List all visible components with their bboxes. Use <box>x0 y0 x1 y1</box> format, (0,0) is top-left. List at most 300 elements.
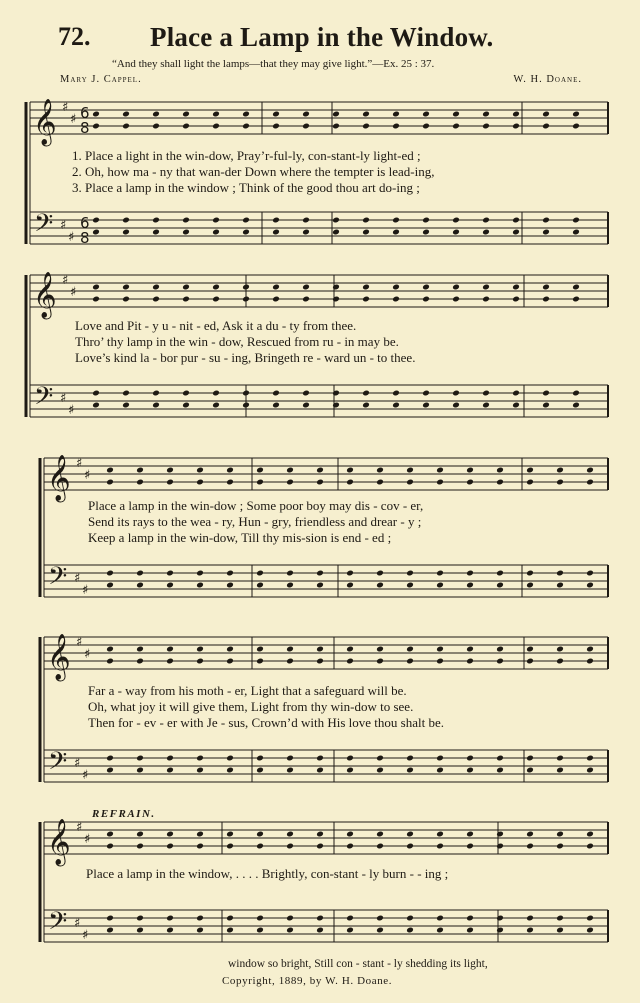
notehead <box>452 284 460 291</box>
notehead <box>436 646 444 653</box>
notehead <box>392 390 400 397</box>
notehead <box>182 402 190 409</box>
notehead <box>556 767 564 774</box>
notehead <box>272 390 280 397</box>
sharp-sign: ♯ <box>84 832 91 847</box>
notehead <box>166 767 174 774</box>
notehead <box>406 843 414 850</box>
notehead <box>182 284 190 291</box>
sharp-sign: ♯ <box>70 285 77 300</box>
notehead <box>466 767 474 774</box>
notehead <box>572 402 580 409</box>
notehead <box>122 390 130 397</box>
notehead <box>212 296 220 303</box>
notehead <box>272 123 280 130</box>
notehead <box>182 111 190 118</box>
notehead <box>302 284 310 291</box>
notehead <box>452 390 460 397</box>
lyric-line: Love and Pit - y u - nit - ed, Ask it a du - ty from thee. <box>75 318 357 333</box>
notehead <box>182 390 190 397</box>
notehead <box>256 479 264 486</box>
notehead <box>166 843 174 850</box>
treble-clef: 𝄞 <box>33 99 57 145</box>
notehead <box>466 831 474 838</box>
notehead <box>406 570 414 577</box>
notehead <box>226 582 234 589</box>
notehead <box>512 217 520 224</box>
notehead <box>526 467 534 474</box>
notehead <box>346 582 354 589</box>
notehead <box>586 570 594 577</box>
notehead <box>122 123 130 130</box>
notehead <box>106 658 114 665</box>
notehead <box>436 767 444 774</box>
notehead <box>542 390 550 397</box>
notehead <box>106 479 114 486</box>
notehead <box>362 390 370 397</box>
notehead <box>586 915 594 922</box>
notehead <box>106 927 114 934</box>
time-signature: 6 <box>80 104 90 122</box>
notehead <box>496 915 504 922</box>
notehead <box>542 284 550 291</box>
notehead <box>196 767 204 774</box>
notehead <box>436 843 444 850</box>
lyricist-credit: Mary J. Cappel. <box>60 74 142 85</box>
treble-clef: 𝄞 <box>33 272 57 318</box>
notehead <box>346 755 354 762</box>
notehead <box>286 646 294 653</box>
sharp-sign: ♯ <box>76 820 83 835</box>
notehead <box>526 915 534 922</box>
notehead <box>422 402 430 409</box>
notehead <box>226 755 234 762</box>
bass-clef: 𝄢 <box>48 747 68 782</box>
notehead <box>122 296 130 303</box>
notehead <box>482 402 490 409</box>
notehead <box>182 123 190 130</box>
notehead <box>482 123 490 130</box>
notehead <box>332 284 340 291</box>
notehead <box>436 479 444 486</box>
notehead <box>302 296 310 303</box>
notehead <box>482 217 490 224</box>
notehead <box>362 296 370 303</box>
notehead <box>166 658 174 665</box>
notehead <box>332 123 340 130</box>
sharp-sign: ♯ <box>76 635 83 650</box>
notehead <box>182 229 190 236</box>
notehead <box>256 843 264 850</box>
notehead <box>92 229 100 236</box>
notehead <box>316 658 324 665</box>
bass-lyric-line: window so bright, Still con - stant - ly shedding its light, <box>228 958 488 970</box>
notehead <box>376 646 384 653</box>
notehead <box>376 915 384 922</box>
notehead <box>242 217 250 224</box>
notehead <box>136 831 144 838</box>
notehead <box>166 582 174 589</box>
notehead <box>482 296 490 303</box>
notehead <box>286 755 294 762</box>
lyric-line: Send its rays to the wea - ry, Hun - gry, friendless and drear - y ; <box>88 514 422 529</box>
notehead <box>166 915 174 922</box>
notehead <box>542 217 550 224</box>
notehead <box>92 402 100 409</box>
notehead <box>182 296 190 303</box>
notehead <box>512 390 520 397</box>
notehead <box>196 479 204 486</box>
notehead <box>572 390 580 397</box>
notehead <box>256 658 264 665</box>
notehead <box>302 111 310 118</box>
notehead <box>436 915 444 922</box>
notehead <box>92 296 100 303</box>
notehead <box>106 843 114 850</box>
notehead <box>526 658 534 665</box>
notehead <box>196 646 204 653</box>
notehead <box>106 831 114 838</box>
notehead <box>226 570 234 577</box>
notehead <box>556 843 564 850</box>
notehead <box>302 229 310 236</box>
notehead <box>392 402 400 409</box>
notehead <box>196 927 204 934</box>
lyric-line: Then for - ev - er with Je - sus, Crown’d with His love thou shalt be. <box>88 715 444 730</box>
notehead <box>272 296 280 303</box>
notehead <box>422 123 430 130</box>
notehead <box>316 831 324 838</box>
notehead <box>496 467 504 474</box>
notehead <box>346 831 354 838</box>
notehead <box>466 646 474 653</box>
notehead <box>466 755 474 762</box>
notehead <box>362 284 370 291</box>
notehead <box>466 658 474 665</box>
notehead <box>286 479 294 486</box>
notehead <box>346 915 354 922</box>
notehead <box>466 915 474 922</box>
notehead <box>376 658 384 665</box>
notehead <box>226 843 234 850</box>
time-signature: 8 <box>80 229 90 247</box>
notehead <box>122 229 130 236</box>
notehead <box>226 467 234 474</box>
notehead <box>482 111 490 118</box>
notehead <box>316 927 324 934</box>
lyric-line: Keep a lamp in the win-dow, Till thy mis-sion is end - ed ; <box>88 530 392 545</box>
notehead <box>286 915 294 922</box>
notehead <box>106 570 114 577</box>
notehead <box>496 582 504 589</box>
notehead <box>512 229 520 236</box>
notehead <box>362 217 370 224</box>
notehead <box>136 570 144 577</box>
notehead <box>272 402 280 409</box>
notehead <box>572 284 580 291</box>
sharp-sign: ♯ <box>74 756 81 771</box>
notehead <box>376 582 384 589</box>
notehead <box>392 111 400 118</box>
notehead <box>316 570 324 577</box>
notehead <box>436 570 444 577</box>
notehead <box>376 927 384 934</box>
notehead <box>436 927 444 934</box>
notehead <box>422 390 430 397</box>
notehead <box>212 284 220 291</box>
notehead <box>466 479 474 486</box>
notehead <box>392 229 400 236</box>
notehead <box>392 123 400 130</box>
notehead <box>242 284 250 291</box>
notehead <box>212 111 220 118</box>
notehead <box>436 755 444 762</box>
notehead <box>512 402 520 409</box>
lyric-line: Thro’ thy lamp in the win - dow, Rescued from ru - in may be. <box>75 334 399 349</box>
sharp-sign: ♯ <box>84 647 91 662</box>
notehead <box>512 284 520 291</box>
sharp-sign: ♯ <box>82 583 89 598</box>
notehead <box>302 390 310 397</box>
time-signature: 6 <box>80 214 90 232</box>
lyric-line: Oh, what joy it will give them, Light from thy win-dow to see. <box>88 699 414 714</box>
notehead <box>92 217 100 224</box>
notehead <box>422 229 430 236</box>
notehead <box>376 831 384 838</box>
copyright-notice: Copyright, 1889, by W. H. Doane. <box>222 975 393 987</box>
sharp-sign: ♯ <box>68 403 75 418</box>
notehead <box>92 123 100 130</box>
notehead <box>226 927 234 934</box>
sharp-sign: ♯ <box>62 273 69 288</box>
notehead <box>376 479 384 486</box>
notehead <box>466 582 474 589</box>
notehead <box>542 229 550 236</box>
notehead <box>586 479 594 486</box>
notehead <box>166 646 174 653</box>
notehead <box>286 582 294 589</box>
lyric-line: Love’s kind la - bor pur - su - ing, Bringeth re - ward un - to thee. <box>75 350 416 365</box>
notehead <box>556 646 564 653</box>
notehead <box>586 755 594 762</box>
notehead <box>166 927 174 934</box>
notehead <box>332 111 340 118</box>
notehead <box>346 658 354 665</box>
notehead <box>316 755 324 762</box>
notehead <box>526 570 534 577</box>
notehead <box>286 767 294 774</box>
lyric-line: Place a lamp in the window, . . . . Brightly, con-stant - ly burn - - ing ; <box>86 866 449 881</box>
notehead <box>556 658 564 665</box>
notehead <box>496 927 504 934</box>
notehead <box>106 755 114 762</box>
notehead <box>362 123 370 130</box>
notehead <box>302 402 310 409</box>
notehead <box>392 217 400 224</box>
notehead <box>196 915 204 922</box>
sharp-sign: ♯ <box>82 928 89 943</box>
notehead <box>316 479 324 486</box>
notehead <box>392 284 400 291</box>
notehead <box>496 658 504 665</box>
notehead <box>406 831 414 838</box>
notehead <box>316 915 324 922</box>
notehead <box>436 831 444 838</box>
notehead <box>106 467 114 474</box>
notehead <box>466 843 474 850</box>
notehead <box>452 217 460 224</box>
notehead <box>496 570 504 577</box>
notehead <box>436 582 444 589</box>
notehead <box>256 570 264 577</box>
notehead <box>346 467 354 474</box>
notehead <box>376 467 384 474</box>
notehead <box>346 843 354 850</box>
notehead <box>302 123 310 130</box>
sharp-sign: ♯ <box>68 230 75 245</box>
sharp-sign: ♯ <box>82 768 89 783</box>
notehead <box>556 467 564 474</box>
notehead <box>556 479 564 486</box>
notehead <box>332 217 340 224</box>
notehead <box>226 479 234 486</box>
notehead <box>586 927 594 934</box>
notehead <box>346 767 354 774</box>
sharp-sign: ♯ <box>74 916 81 931</box>
notehead <box>136 915 144 922</box>
notehead <box>136 582 144 589</box>
notehead <box>212 217 220 224</box>
notehead <box>496 843 504 850</box>
notehead <box>286 658 294 665</box>
time-signature: 8 <box>80 119 90 137</box>
notehead <box>496 831 504 838</box>
treble-clef: 𝄞 <box>47 455 71 501</box>
notehead <box>286 843 294 850</box>
notehead <box>242 123 250 130</box>
notehead <box>226 658 234 665</box>
notehead <box>136 646 144 653</box>
notehead <box>286 467 294 474</box>
notehead <box>136 658 144 665</box>
lyric-line: Far a - way from his moth - er, Light that a safeguard will be. <box>88 683 407 698</box>
bass-clef: 𝄢 <box>48 562 68 597</box>
notehead <box>272 284 280 291</box>
notehead <box>152 402 160 409</box>
notehead <box>466 467 474 474</box>
notehead <box>422 111 430 118</box>
notehead <box>542 402 550 409</box>
notehead <box>152 229 160 236</box>
notehead <box>152 111 160 118</box>
notehead <box>106 915 114 922</box>
notehead <box>332 390 340 397</box>
notehead <box>256 915 264 922</box>
notehead <box>452 402 460 409</box>
notehead <box>376 843 384 850</box>
notehead <box>556 831 564 838</box>
notehead <box>572 217 580 224</box>
notehead <box>586 582 594 589</box>
notehead <box>242 296 250 303</box>
hymn-number: 72. <box>58 22 91 51</box>
notehead <box>152 284 160 291</box>
notehead <box>196 843 204 850</box>
notehead <box>242 402 250 409</box>
notehead <box>556 927 564 934</box>
notehead <box>212 229 220 236</box>
notehead <box>196 570 204 577</box>
notehead <box>226 915 234 922</box>
notehead <box>136 927 144 934</box>
notehead <box>152 123 160 130</box>
notehead <box>242 390 250 397</box>
sharp-sign: ♯ <box>60 218 67 233</box>
notehead <box>512 296 520 303</box>
notehead <box>482 284 490 291</box>
notehead <box>316 467 324 474</box>
notehead <box>526 831 534 838</box>
lyric-line: 3. Place a lamp in the window ; Think of the good thou art do-ing ; <box>72 180 420 195</box>
notehead <box>422 296 430 303</box>
lyric-line: 1. Place a light in the win-dow, Pray’r-ful-ly, con-stant-ly light-ed ; <box>72 148 421 163</box>
notehead <box>542 123 550 130</box>
notehead <box>286 927 294 934</box>
notehead <box>272 217 280 224</box>
notehead <box>212 390 220 397</box>
notehead <box>136 767 144 774</box>
notehead <box>406 479 414 486</box>
notehead <box>422 217 430 224</box>
notehead <box>152 296 160 303</box>
notehead <box>136 479 144 486</box>
notehead <box>482 229 490 236</box>
notehead <box>452 111 460 118</box>
notehead <box>166 570 174 577</box>
notehead <box>136 755 144 762</box>
notehead <box>572 229 580 236</box>
notehead <box>482 390 490 397</box>
notehead <box>106 646 114 653</box>
sharp-sign: ♯ <box>62 100 69 115</box>
scripture-epigraph: “And they shall light the lamps—that they may give light.”—Ex. 25 : 37. <box>112 58 435 70</box>
notehead <box>542 111 550 118</box>
notehead <box>226 646 234 653</box>
notehead <box>196 658 204 665</box>
notehead <box>376 755 384 762</box>
notehead <box>526 755 534 762</box>
notehead <box>572 123 580 130</box>
sharp-sign: ♯ <box>60 391 67 406</box>
notehead <box>196 467 204 474</box>
sharp-sign: ♯ <box>74 571 81 586</box>
notehead <box>452 229 460 236</box>
notehead <box>166 479 174 486</box>
notehead <box>316 843 324 850</box>
notehead <box>332 229 340 236</box>
notehead <box>166 831 174 838</box>
notehead <box>362 402 370 409</box>
notehead <box>106 582 114 589</box>
notehead <box>122 284 130 291</box>
notehead <box>586 831 594 838</box>
notehead <box>556 570 564 577</box>
notehead <box>272 111 280 118</box>
notehead <box>332 296 340 303</box>
treble-clef: 𝄞 <box>47 819 71 865</box>
notehead <box>406 646 414 653</box>
notehead <box>286 831 294 838</box>
